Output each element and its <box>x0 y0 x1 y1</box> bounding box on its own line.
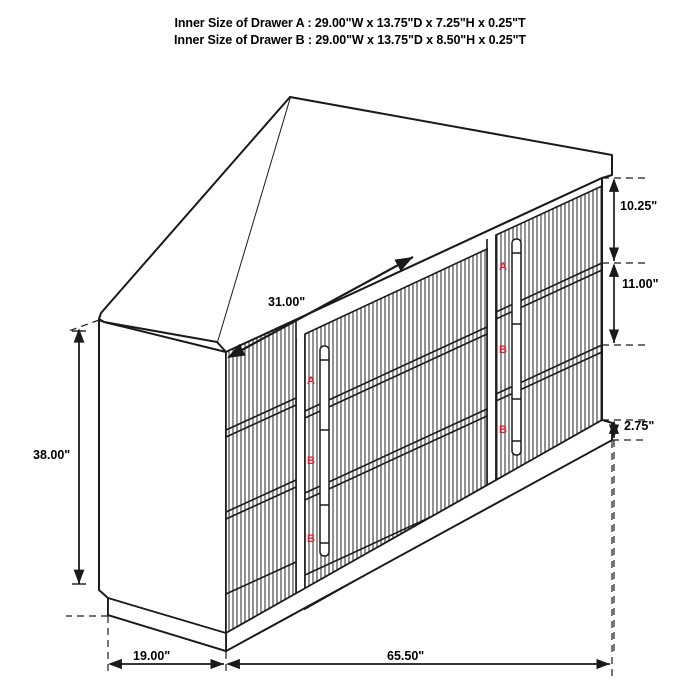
height-ext-top <box>66 320 99 332</box>
header-line-drawer-b: Inner Size of Drawer B : 29.00"W x 13.75"D x 8.50"H x 0.25"T <box>174 33 526 47</box>
callout-left-drawer-a: A <box>307 375 315 387</box>
dimension-right-sections <box>602 178 648 655</box>
label-height-total: 38.00" <box>33 448 71 462</box>
label-top-section: 10.25" <box>620 199 658 213</box>
callout-right-drawer-b1: B <box>499 344 507 356</box>
callout-left-drawer-b1: B <box>307 455 315 467</box>
header-line-drawer-a: Inner Size of Drawer A : 29.00"W x 13.75"D x 7.25"H x 0.25"T <box>174 16 526 30</box>
label-depth-side: 19.00" <box>133 649 171 663</box>
label-mid-section: 11.00" <box>622 277 659 291</box>
handle-left <box>320 346 329 556</box>
callout-right-drawer-b2: B <box>499 424 507 436</box>
callout-right-drawer-a: A <box>499 261 507 273</box>
handle-right <box>512 239 521 455</box>
label-plinth: 2.75" <box>624 419 655 433</box>
label-width-total: 65.50" <box>387 649 425 663</box>
callout-left-drawer-b2: B <box>307 533 315 545</box>
label-depth-top: 31.00" <box>268 295 306 309</box>
